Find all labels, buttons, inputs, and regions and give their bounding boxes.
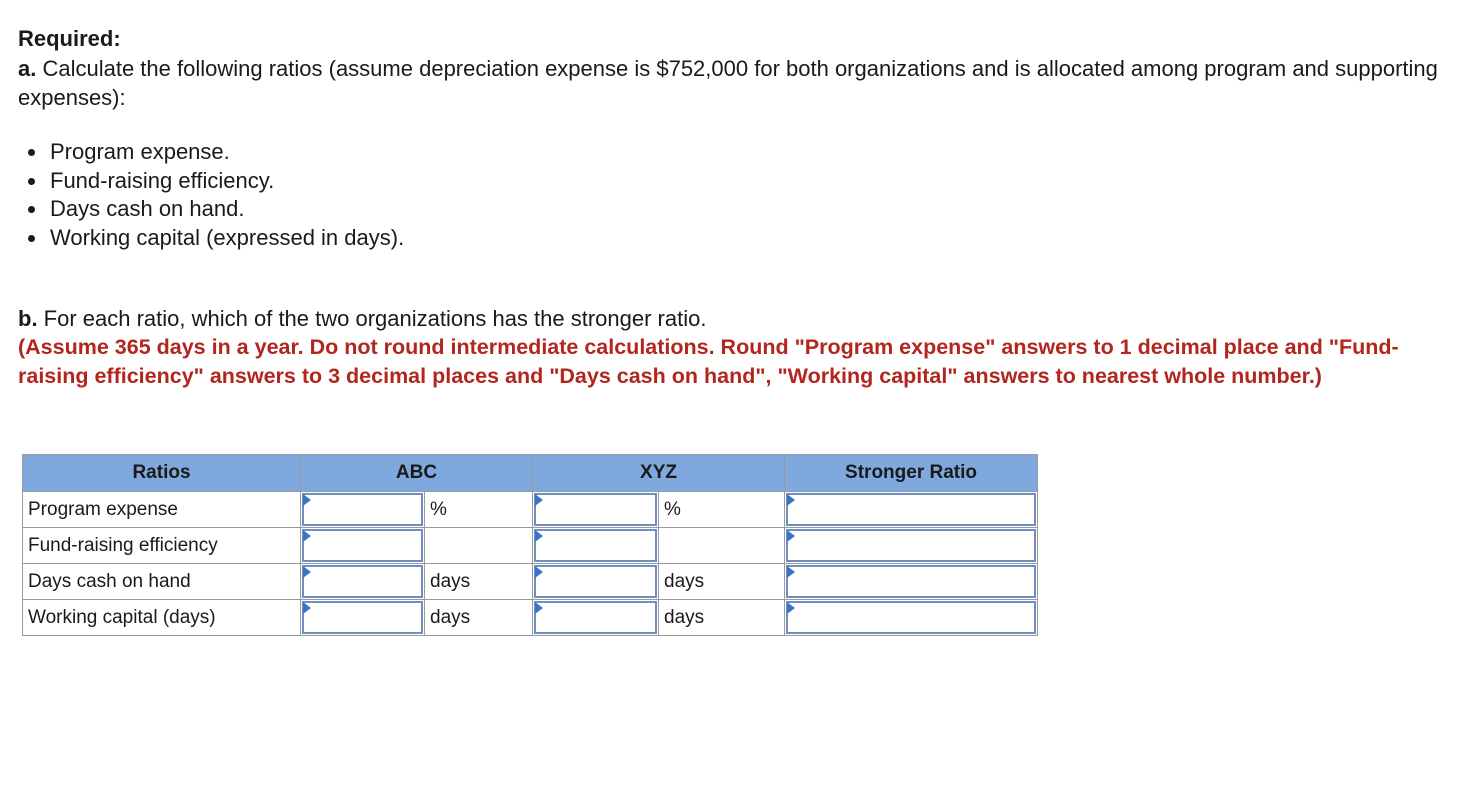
bullet-dot-icon: [28, 235, 35, 242]
xyz-fund-raising-input[interactable]: [534, 529, 657, 562]
input-flag-icon: [303, 494, 311, 506]
bullet-text: Working capital (expressed in days).: [50, 224, 405, 250]
part-a-label: a.: [18, 56, 37, 81]
abc-unit: [425, 528, 533, 564]
xyz-fund-raising-cell: [533, 528, 659, 564]
stronger-working-capital-select[interactable]: [786, 601, 1036, 634]
part-a-text: Calculate the following ratios (assume depreciation expense is $752,000 for both organizations and is allocated among program and supporting expenses):: [18, 56, 1438, 110]
stronger-fund-raising-select[interactable]: [786, 529, 1036, 562]
table-row: [23, 564, 1038, 600]
abc-working-capital-cell: [301, 600, 425, 636]
abc-unit: days: [425, 600, 533, 636]
xyz-working-capital-input[interactable]: [534, 601, 657, 634]
abc-days-cash-input[interactable]: [302, 565, 423, 598]
ratio-bullet-list: [18, 138, 1468, 252]
bullet-dot-icon: [28, 149, 35, 156]
abc-fund-raising-input[interactable]: [302, 529, 423, 562]
stronger-days-cash-select[interactable]: [786, 565, 1036, 598]
xyz-program-expense-input[interactable]: [534, 493, 657, 526]
input-flag-icon: [303, 602, 311, 614]
stronger-program-expense-cell: [785, 492, 1038, 528]
part-b-text: For each ratio, which of the two organizations has the stronger ratio.: [37, 306, 707, 331]
xyz-unit: days: [659, 600, 785, 636]
abc-unit: days: [425, 564, 533, 600]
abc-working-capital-input[interactable]: [302, 601, 423, 634]
input-flag-icon: [535, 530, 543, 542]
ratios-table: [22, 454, 1038, 636]
required-heading: Required:: [18, 26, 121, 51]
part-b-section: [18, 304, 1468, 390]
stronger-fund-raising-cell: [785, 528, 1038, 564]
question-content: [18, 24, 1468, 390]
xyz-unit: [659, 528, 785, 564]
ratio-label: Fund-raising efficiency: [23, 528, 301, 564]
table-row: [23, 492, 1038, 528]
header-stronger-ratio: Stronger Ratio: [785, 455, 1038, 492]
xyz-days-cash-cell: [533, 564, 659, 600]
input-flag-icon: [787, 566, 795, 578]
abc-days-cash-cell: [301, 564, 425, 600]
bullet-dot-icon: [28, 178, 35, 185]
bullet-text: Program expense.: [50, 139, 230, 164]
table-row: [23, 528, 1038, 564]
rounding-instruction: (Assume 365 days in a year. Do not round intermediate calculations. Round "Program expense" answers to 1 decimal place and "Fund-raising efficiency" answers to 3 decimal places and "Days cash on hand", "Working capital" answers to nearest whole number.): [18, 335, 1399, 388]
bullet-item: [28, 195, 1468, 224]
ratio-label: Working capital (days): [23, 600, 301, 636]
stronger-program-expense-select[interactable]: [786, 493, 1036, 526]
input-flag-icon: [303, 566, 311, 578]
bullet-text: Days cash on hand.: [50, 196, 245, 221]
ratio-label: Program expense: [23, 492, 301, 528]
ratio-label: Days cash on hand: [23, 564, 301, 600]
xyz-working-capital-cell: [533, 600, 659, 636]
stronger-working-capital-cell: [785, 600, 1038, 636]
input-flag-icon: [535, 494, 543, 506]
input-flag-icon: [787, 602, 795, 614]
bullet-item: [28, 138, 1468, 167]
header-ratios: Ratios: [23, 455, 301, 492]
input-flag-icon: [787, 494, 795, 506]
part-b-label: b.: [18, 306, 38, 331]
xyz-program-expense-cell: [533, 492, 659, 528]
xyz-unit: %: [659, 492, 785, 528]
bullet-item: [28, 224, 1468, 253]
abc-program-expense-cell: [301, 492, 425, 528]
input-flag-icon: [303, 530, 311, 542]
xyz-unit: days: [659, 564, 785, 600]
abc-unit: %: [425, 492, 533, 528]
part-a-prompt: [18, 54, 1468, 112]
table-header-row: [23, 455, 1038, 492]
abc-fund-raising-cell: [301, 528, 425, 564]
header-abc: ABC: [301, 455, 533, 492]
input-flag-icon: [535, 602, 543, 614]
bullet-text: Fund-raising efficiency.: [50, 167, 275, 193]
input-flag-icon: [535, 566, 543, 578]
stronger-days-cash-cell: [785, 564, 1038, 600]
bullet-item: [28, 167, 1468, 196]
xyz-days-cash-input[interactable]: [534, 565, 657, 598]
input-flag-icon: [787, 530, 795, 542]
part-b-prompt: [18, 304, 1468, 333]
abc-program-expense-input[interactable]: [302, 493, 423, 526]
header-xyz: XYZ: [533, 455, 785, 492]
table-row: [23, 600, 1038, 636]
bullet-dot-icon: [28, 206, 35, 213]
